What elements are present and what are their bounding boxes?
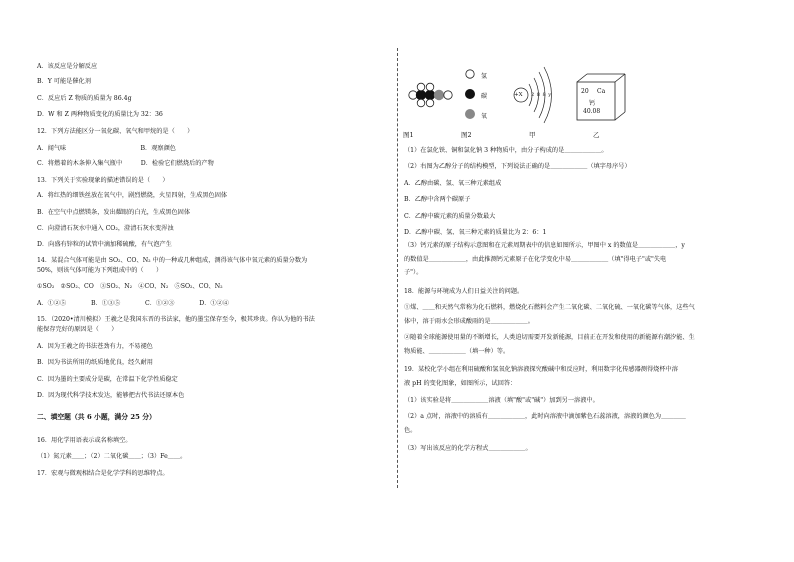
left-text-line: 14．某混合气体可能是由 SO₂、CO、N₂ 中的一种或几种组成，测得该气体中氧元素的质量分数为 [37, 257, 308, 264]
label-jia: 甲 [529, 131, 536, 139]
right-text-line: C．乙醇中碳元素的质量分数最大 [404, 213, 496, 220]
left-text-line: B．因为书法所用的纸质地优良，经久耐用 [37, 359, 153, 366]
right-text-line: （1）在氯化铁、铜和氯化钠 3 种物质中，由分子构成的是＿＿＿＿＿＿。 [404, 147, 608, 154]
right-text-line: 体中，溶于雨水会形成酸雨的是＿＿＿＿＿＿。 [404, 318, 534, 325]
periodic-cell-figure [575, 72, 627, 124]
left-text-line: C．将燃着的木条伸入集气瓶中 D．检验它们燃烧后的产物 [37, 160, 214, 167]
nucleus-label: +X [514, 92, 523, 98]
label-figure-1: 图1 [403, 131, 414, 139]
left-text-line: A．该反应是分解反应 [37, 63, 98, 70]
left-text-line: C．因为墨的主要成分是碳，在常温下化学性质稳定 [37, 376, 178, 383]
electron-shell-numbers: 2 8 8 y [531, 92, 552, 98]
left-text-line: （1）氮元素＿＿；（2）二氧化碳＿＿；（3）Fe＿＿。 [37, 453, 187, 460]
right-text-line: ①煤、＿＿和天然气常称为化石燃料，燃烧化石燃料会产生二氧化碳、二氧化硫、一氧化碳等气体，这些气 [404, 304, 695, 311]
right-text-line: 19．某校化学小组在利用硫酸和氢氧化钠溶液探究酸碱中和反应时，利用数字化传感器测得烧杯中溶 [404, 366, 678, 373]
right-text-line: 物质能、＿＿＿＿＿＿（填一种）等。 [404, 348, 510, 355]
label-figure-2: 图2 [461, 131, 472, 139]
ethanol-model-figure [407, 82, 457, 112]
left-text-line: C．向澄清石灰水中通入 CO₂，澄清石灰水变浑浊 [37, 225, 174, 232]
element-mass: 40.08 [583, 108, 601, 115]
right-text-line: （2）右图为乙醇分子的结构模型，下列说法正确的是＿＿＿＿＿＿（填字母序号） [404, 163, 631, 170]
column-divider [397, 48, 398, 488]
left-text-line: A．将红热的细铁丝放在氧气中，剧烈燃烧，火星四射，生成黑色固体 [37, 192, 228, 199]
legend-carbon: 碳 [481, 93, 488, 100]
element-number: 20 [581, 88, 589, 95]
right-text-line: （3）写出该反应的化学方程式＿＿＿＿＿＿。 [404, 445, 532, 452]
left-text-line: 15．（2020•清川模拟）王羲之是我国东晋的书法家，他的墨宝保存至今，极其珍贵。你认为他的书法 [37, 316, 315, 323]
right-text-line: 18．能源与环境成为人们日益关注的问题。 [404, 288, 524, 295]
left-text-line: B．在空气中点燃镁条，发出耀眼的白光，生成黑色固体 [37, 209, 191, 216]
left-text-line: 能保存完好的原因是（ ） [37, 326, 118, 333]
left-text-line: B．Y 可能是催化剂 [37, 78, 91, 85]
label-yi: 乙 [593, 131, 600, 139]
element-symbol: Ca [597, 88, 606, 95]
left-text-line: D．因为现代科学技术发达，能够把古代书法还原本色 [37, 392, 185, 399]
right-text-line: （1）该实验是将＿＿＿＿＿＿溶液（填"酸"或"碱"）加到另一溶液中。 [404, 397, 599, 404]
right-text-line: D．乙醇中碳、氢、氧三种元素的质量比为 2：6：1 [404, 229, 547, 236]
left-text-line: A．①②⑤ B．①③⑤ C．①②③ D．①②④ [37, 300, 229, 307]
left-text-line: A．因为王羲之的书法苍劲有力，不易褪色 [37, 343, 153, 350]
left-text-line: 50%，则该气体可能为下列组成中的（ ） [37, 267, 163, 274]
left-text-line: D．向盛有锌粒的试管中滴加稀硫酸，有气泡产生 [37, 241, 172, 248]
right-text-line: ②随着全球能源使用量的不断增长，人类迫切需要开发新能源，目前正在开发和使用的新能源有潮汐能、生 [404, 334, 695, 341]
left-text-line: A．闻气味 B．观察颜色 [37, 145, 176, 152]
left-text-line: 12．下列方法能区分一氧化碳、氧气和甲烷的是（ ） [37, 128, 194, 135]
left-text-line: 17．宏观与微观相结合是化学学科的思维特点。 [37, 470, 169, 477]
right-text-line: 子"）。 [404, 269, 423, 276]
right-text-line: B．乙醇中含两个碳原子 [404, 196, 471, 203]
left-text-line: 16．用化学用语表示或名称填空。 [37, 437, 132, 444]
legend-oxygen: 氧 [481, 113, 488, 120]
left-text-line: 13．下列关于实验现象的描述错误的是（ ） [37, 177, 169, 184]
left-text-line: C．反应后 Z 物质的质量为 86.4g [37, 95, 132, 102]
element-name: 钙 [589, 100, 596, 107]
right-text-line: （2）a 点时，溶液中的溶质有＿＿＿＿＿＿，此时向溶液中滴加紫色石蕊溶液，溶液的颜色为＿＿＿＿ [404, 413, 686, 420]
left-text-line: ①SO₂ ②SO₂、CO ③SO₂、N₂ ④CO、N₂ ⑤SO₂、CO、N₂ [37, 283, 223, 290]
section-title: 二、填空题（共 6 小题，满分 25 分） [37, 413, 156, 421]
right-text-line: （3）钙元素的原子结构示意图和在元素周期表中的信息如图所示，甲图中 x 的数值是＿＿＿＿＿＿，y [404, 242, 685, 249]
right-text-line: 色。 [404, 427, 417, 434]
right-text-line: A．乙醇由碳、氢、氧三种元素组成 [404, 180, 502, 187]
right-text-line: 的数值是＿＿＿＿＿＿，由此推测钙元素原子在化学变化中易＿＿＿＿＿＿（填"得电子"或"失电 [404, 256, 667, 263]
legend-hydrogen: 氢 [481, 73, 488, 80]
right-text-line: 液 pH 的变化图象，如图所示，试回答： [404, 380, 517, 387]
atom-legend-figure [463, 66, 479, 124]
left-text-line: D．W 和 Z 两种物质变化的质量比为 32：36 [37, 111, 163, 118]
